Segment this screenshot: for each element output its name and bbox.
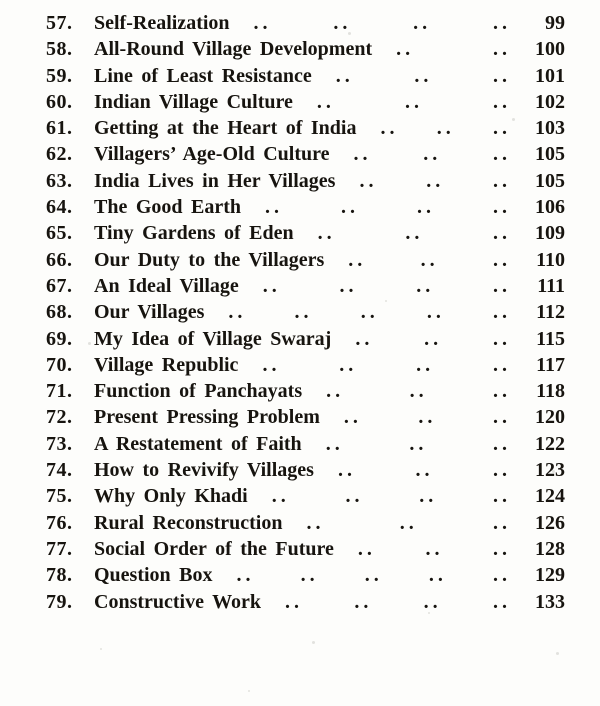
toc-entry-row [46, 168, 565, 194]
entry-number: 61. [46, 117, 73, 140]
leader-dots: .. [335, 64, 354, 87]
dot-leader [213, 562, 523, 588]
dot-leader [248, 483, 523, 509]
entry-page-number: 118 [536, 380, 565, 403]
leader-dots: .. [355, 327, 374, 350]
entry-number: 59. [46, 64, 73, 87]
leader-dots: .. [420, 248, 439, 271]
toc-entry-row [46, 63, 565, 89]
leader-dots: .. [428, 564, 447, 587]
entry-title: Rural Reconstruction [94, 511, 283, 534]
leader-dots: .. [364, 564, 383, 587]
leader-dots: .. [492, 406, 511, 429]
entry-number: 79. [46, 590, 73, 613]
entry-number: 70. [46, 353, 73, 376]
dot-leader [334, 536, 523, 562]
toc-entry-row [46, 194, 565, 220]
entry-number: 62. [46, 143, 73, 166]
entry-title: Indian Village Culture [94, 90, 293, 113]
dot-leader [331, 326, 523, 352]
toc-entry-row [46, 273, 565, 299]
entry-title: Tiny Gardens of Eden [94, 222, 294, 245]
dot-leader [324, 247, 523, 273]
toc-entry-row [46, 141, 565, 167]
scan-speck [512, 118, 515, 121]
entry-number: 65. [46, 222, 73, 245]
scan-speck [248, 690, 250, 692]
entry-page-number: 99 [545, 12, 565, 34]
entry-page-number: 105 [535, 143, 565, 166]
scan-speck [428, 612, 430, 614]
leader-dots: .. [416, 353, 435, 376]
entry-page-number: 111 [537, 274, 565, 297]
dot-leader [312, 63, 523, 89]
toc-entry-row [46, 10, 565, 36]
entry-page-number: 112 [536, 301, 565, 324]
entry-title: Function of Panchayats [94, 380, 303, 403]
leader-dots: .. [354, 590, 373, 613]
entry-number: 77. [46, 537, 73, 560]
leader-dots: .. [341, 196, 360, 219]
entry-page-number: 110 [536, 248, 565, 271]
entry-number: 58. [46, 38, 73, 61]
leader-dots: .. [493, 537, 511, 560]
entry-page-number: 105 [535, 169, 565, 192]
leader-dots: .. [493, 38, 511, 61]
entry-number: 57. [46, 12, 73, 34]
leader-dots: .. [426, 169, 445, 192]
leader-dots: .. [348, 248, 367, 271]
toc-entry-row [46, 562, 565, 588]
entry-page-number: 120 [535, 406, 565, 429]
leader-dots: .. [415, 459, 434, 482]
dot-leader [335, 168, 523, 194]
scan-speck [88, 342, 91, 345]
entry-title: Our Villages [94, 301, 205, 324]
leader-dots: .. [326, 380, 345, 403]
entry-title: Question Box [94, 564, 213, 587]
entry-number: 74. [46, 459, 73, 482]
leader-dots: .. [492, 485, 511, 508]
dot-leader [294, 220, 523, 246]
toc-list [46, 10, 565, 615]
entry-title: How to Revivify Villages [94, 459, 314, 482]
toc-entry-row [46, 247, 565, 273]
scan-speck [348, 32, 351, 35]
entry-number: 68. [46, 301, 73, 324]
dot-leader [261, 589, 523, 615]
leader-dots: .. [492, 248, 511, 271]
entry-page-number: 133 [535, 590, 565, 613]
leader-dots: .. [419, 485, 438, 508]
leader-dots: .. [360, 301, 379, 324]
dot-leader [302, 378, 523, 404]
entry-page-number: 101 [535, 64, 565, 87]
entry-page-number: 100 [535, 38, 565, 61]
entry-number: 63. [46, 169, 73, 192]
leader-dots: .. [333, 12, 352, 34]
dot-leader [204, 299, 523, 325]
scan-speck [312, 641, 315, 644]
leader-dots: .. [300, 564, 319, 587]
leader-dots: .. [492, 169, 511, 192]
entry-number: 67. [46, 274, 73, 297]
toc-entry-row [46, 378, 565, 404]
leader-dots: .. [423, 143, 442, 166]
leader-dots: .. [436, 117, 455, 140]
entry-page-number: 128 [535, 537, 565, 560]
leader-dots: .. [399, 511, 418, 534]
entry-title: Our Duty to the Villagers [94, 248, 325, 271]
dot-leader [293, 89, 523, 115]
leader-dots: .. [228, 301, 247, 324]
dot-leader [302, 431, 523, 457]
leader-dots: .. [425, 537, 444, 560]
entry-title: A Restatement of Faith [94, 432, 302, 455]
entry-number: 60. [46, 90, 73, 113]
dot-leader [282, 510, 523, 536]
leader-dots: .. [414, 64, 433, 87]
leader-dots: .. [417, 196, 435, 219]
leader-dots: .. [409, 380, 428, 403]
dot-leader [241, 194, 523, 220]
leader-dots: .. [492, 12, 511, 34]
entry-page-number: 123 [535, 459, 565, 482]
leader-dots: .. [380, 117, 399, 140]
leader-dots: .. [316, 90, 335, 113]
scan-speck [552, 470, 555, 473]
leader-dots: .. [493, 380, 511, 403]
entry-number: 71. [46, 380, 73, 403]
leader-dots: .. [492, 564, 511, 587]
entry-page-number: 117 [536, 353, 565, 376]
scan-speck [100, 648, 102, 650]
leader-dots: .. [493, 327, 511, 350]
entry-title: The Good Earth [94, 196, 242, 219]
entry-title: Self-Realization [94, 12, 230, 34]
leader-dots: .. [492, 353, 511, 376]
leader-dots: .. [294, 301, 313, 324]
entry-number: 72. [46, 406, 73, 429]
dot-leader [314, 457, 523, 483]
entry-page-number: 109 [535, 222, 565, 245]
toc-entry-row [46, 89, 565, 115]
toc-entry-row [46, 326, 565, 352]
leader-dots: .. [339, 274, 358, 297]
entry-title: Why Only Khadi [94, 485, 248, 508]
leader-dots: .. [343, 406, 362, 429]
dot-leader [239, 273, 523, 299]
scan-speck [385, 300, 387, 302]
entry-title: Line of Least Resistance [94, 64, 312, 87]
leader-dots: .. [285, 590, 304, 613]
leader-dots: .. [493, 301, 511, 324]
leader-dots: .. [317, 222, 336, 245]
leader-dots: .. [423, 590, 442, 613]
toc-entry-row [46, 457, 565, 483]
leader-dots: .. [353, 143, 372, 166]
leader-dots: .. [413, 12, 432, 34]
toc-entry-row [46, 220, 565, 246]
toc-entry-row [46, 510, 565, 536]
leader-dots: .. [493, 222, 511, 245]
dot-leader [320, 404, 523, 430]
leader-dots: .. [493, 432, 511, 455]
toc-entry-row [46, 483, 565, 509]
entry-title: India Lives in Her Villages [94, 169, 336, 192]
dot-leader [230, 10, 523, 36]
entry-page-number: 126 [535, 511, 565, 534]
entry-title: Getting at the Heart of India [94, 117, 357, 140]
dot-leader [330, 141, 524, 167]
toc-entry-row [46, 431, 565, 457]
leader-dots: .. [396, 38, 415, 61]
entry-number: 76. [46, 511, 73, 534]
toc-entry-row [46, 536, 565, 562]
dot-leader [356, 115, 523, 141]
leader-dots: .. [359, 169, 378, 192]
entry-title: An Ideal Village [94, 274, 239, 297]
leader-dots: .. [493, 590, 511, 613]
toc-entry-row [46, 404, 565, 430]
leader-dots: .. [236, 564, 255, 587]
leader-dots: .. [492, 511, 511, 534]
leader-dots: .. [418, 406, 437, 429]
leader-dots: .. [262, 353, 281, 376]
leader-dots: .. [409, 432, 428, 455]
leader-dots: .. [493, 90, 511, 113]
leader-dots: .. [493, 459, 511, 482]
leader-dots: .. [325, 432, 344, 455]
entry-page-number: 129 [535, 564, 565, 587]
leader-dots: .. [262, 274, 281, 297]
leader-dots: .. [492, 64, 511, 87]
leader-dots: .. [306, 511, 325, 534]
toc-entry-row [46, 299, 565, 325]
entry-number: 69. [46, 327, 73, 350]
leader-dots: .. [492, 117, 511, 140]
leader-dots: .. [416, 274, 435, 297]
leader-dots: .. [337, 459, 356, 482]
entry-page-number: 102 [535, 90, 565, 113]
leader-dots: .. [493, 274, 511, 297]
dot-leader [372, 36, 523, 62]
entry-page-number: 122 [535, 432, 565, 455]
entry-title: Village Republic [94, 353, 239, 376]
leader-dots: .. [424, 327, 443, 350]
entry-title: Present Pressing Problem [94, 406, 320, 429]
entry-page-number: 106 [535, 196, 565, 219]
entry-number: 66. [46, 248, 73, 271]
entry-title: My Idea of Village Swaraj [94, 327, 332, 350]
leader-dots: .. [426, 301, 445, 324]
leader-dots: .. [253, 12, 272, 34]
entry-number: 73. [46, 432, 73, 455]
toc-entry-row [46, 36, 565, 62]
entry-page-number: 103 [535, 117, 565, 140]
entry-page-number: 115 [536, 327, 565, 350]
entry-page-number: 124 [535, 485, 565, 508]
dot-leader [238, 352, 523, 378]
leader-dots: .. [405, 222, 424, 245]
leader-dots: .. [492, 196, 511, 219]
leader-dots: .. [404, 90, 423, 113]
leader-dots: .. [339, 353, 358, 376]
leader-dots: .. [265, 196, 284, 219]
leader-dots: .. [345, 485, 364, 508]
entry-title: Villagers’ Age-Old Culture [94, 143, 330, 166]
leader-dots: .. [493, 143, 511, 166]
toc-entry-row [46, 115, 565, 141]
scan-speck [556, 652, 559, 655]
entry-title: Social Order of the Future [94, 537, 334, 560]
entry-number: 75. [46, 485, 73, 508]
entry-number: 64. [46, 196, 73, 219]
entry-number: 78. [46, 564, 73, 587]
entry-title: Constructive Work [94, 590, 262, 613]
leader-dots: .. [271, 485, 290, 508]
entry-title: All-Round Village Development [94, 38, 373, 61]
leader-dots: .. [357, 537, 376, 560]
toc-entry-row [46, 589, 565, 615]
toc-entry-row [46, 352, 565, 378]
